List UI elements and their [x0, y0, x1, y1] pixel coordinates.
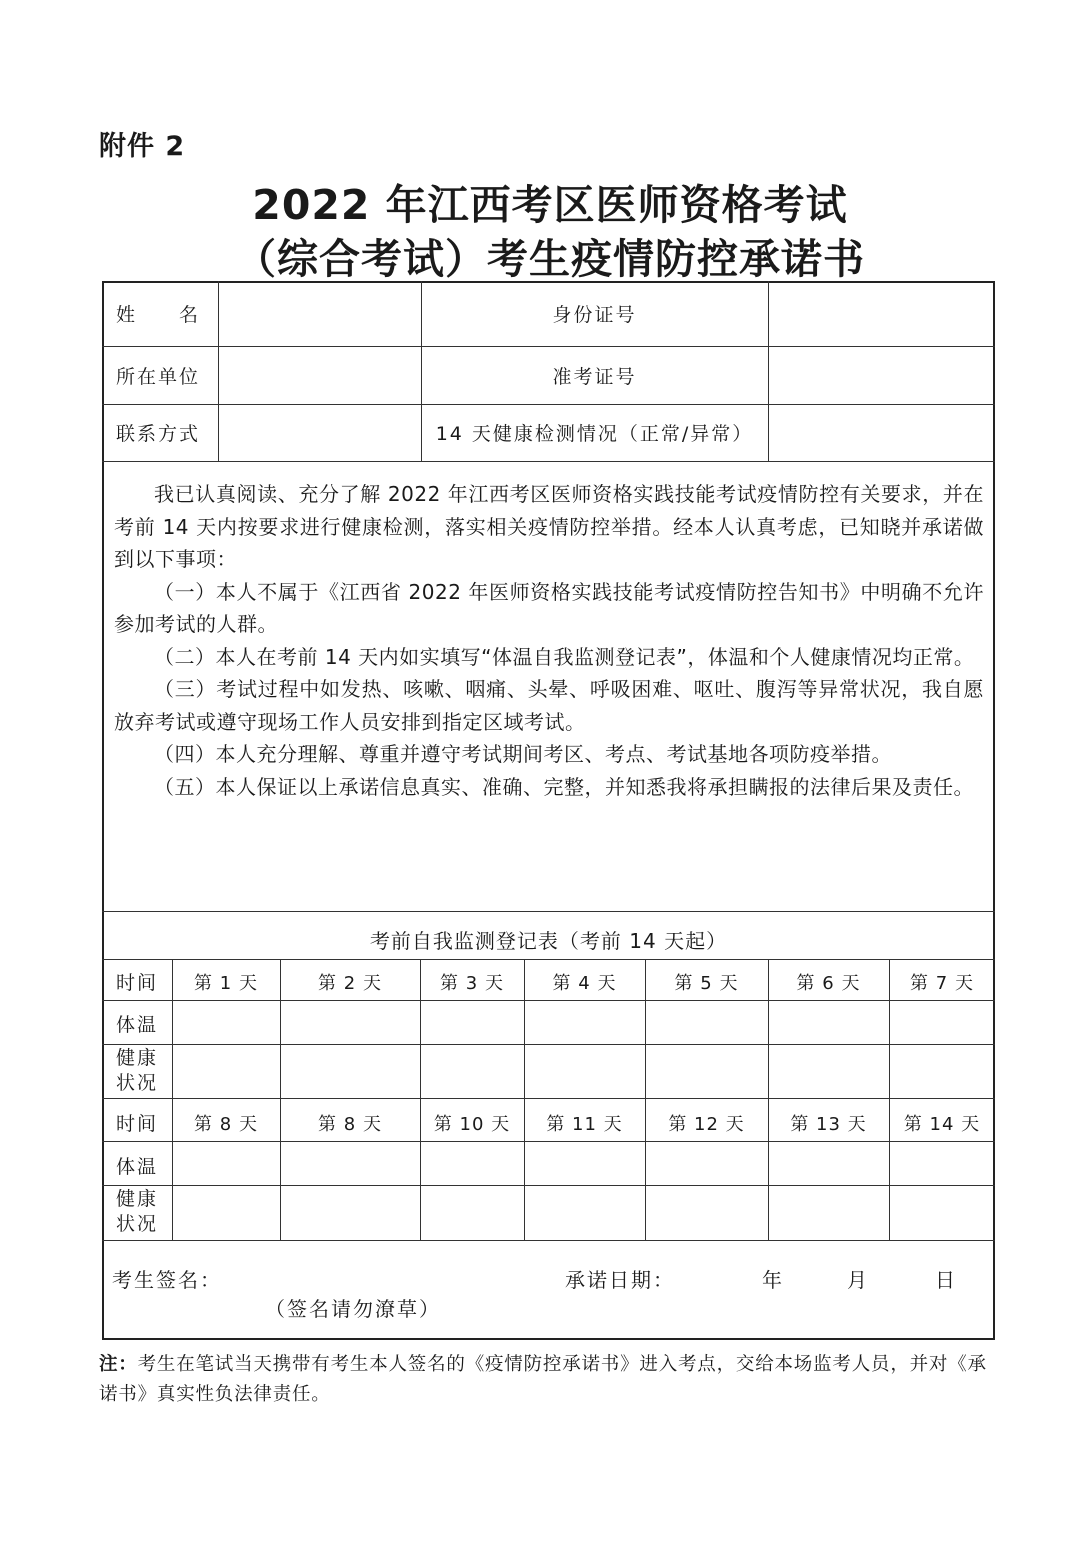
document-title-line1: 2022 年江西考区医师资格考试 — [252, 181, 848, 229]
register-title: 考前自我监测登记表（考前 14 天起） — [369, 929, 728, 953]
day-label: 第 1 天 — [194, 973, 258, 994]
signature-hint: （签名请勿潦草） — [265, 1297, 441, 1321]
divider — [102, 1240, 995, 1241]
health-label-line1: 健康 — [116, 1188, 159, 1210]
month-label: 月 — [847, 1268, 869, 1292]
note-prefix: 注： — [99, 1354, 138, 1375]
document-title-line2: （综合考试）考生疫情防控承诺书 — [235, 235, 865, 283]
health-status-label — [116, 1046, 158, 1096]
divider — [524, 959, 525, 1240]
day-label: 第 4 天 — [552, 973, 617, 994]
divider — [768, 281, 769, 461]
divider — [218, 281, 219, 461]
health-check-field[interactable] — [770, 406, 993, 460]
day-label: 第 11 天 — [546, 1114, 623, 1135]
contact-label: 联系方式 — [116, 423, 201, 445]
divider — [102, 1000, 995, 1001]
time-label: 时间 — [116, 1113, 159, 1135]
contact-field[interactable] — [220, 406, 420, 460]
temperature-label: 体温 — [116, 1014, 159, 1036]
divider — [102, 959, 995, 960]
footnote — [99, 1350, 1004, 1410]
name-field[interactable] — [220, 283, 420, 345]
pledge-item-4: （四）本人充分理解、尊重并遵守考试期间考区、考点、考试基地各项防疫举措。 — [154, 742, 892, 766]
temperature-label: 体温 — [116, 1156, 159, 1178]
pledge-item-2: （二）本人在考前 14 天内如实填写“体温自我监测登记表”，体温和个人健康情况均正常。 — [154, 644, 975, 669]
divider — [102, 404, 995, 405]
divider — [768, 959, 769, 1240]
health-label-line1: 健康 — [116, 1047, 159, 1069]
pledge-item-3: （三）考试过程中如发热、咳嗽、咽痛、头晕、呼吸困难、呕吐、腹泻等异常状况，我自愿放弃考试或遵守现场工作人员安排到指定区域考试。 — [114, 677, 984, 734]
divider — [102, 1044, 995, 1045]
day-label: 第 6 天 — [796, 973, 861, 994]
divider — [102, 1185, 995, 1186]
day-label: 第 10 天 — [433, 1114, 511, 1135]
unit-label: 所在单位 — [116, 366, 201, 388]
day-label: 第 14 天 — [903, 1114, 981, 1135]
id-number-field[interactable] — [770, 283, 993, 345]
pledge-item-5: （五）本人保证以上承诺信息真实、准确、完整，并知悉我将承担瞒报的法律后果及责任。 — [154, 774, 974, 799]
day-unit-label: 日 — [935, 1268, 957, 1292]
divider — [102, 1141, 995, 1142]
divider — [645, 959, 646, 1240]
divider — [280, 959, 281, 1240]
divider — [102, 461, 995, 462]
divider — [102, 346, 995, 347]
health-check-label: 14 天健康检测情况（正常/异常） — [435, 423, 754, 445]
divider — [172, 959, 173, 1240]
unit-field[interactable] — [220, 348, 420, 403]
health-label-line2: 状况 — [116, 1072, 159, 1094]
day-label: 第 12 天 — [668, 1114, 745, 1135]
divider — [420, 959, 421, 1240]
time-label: 时间 — [116, 972, 159, 994]
signature-label: 考生签名： — [112, 1268, 222, 1292]
attachment-label: 附件 2 — [99, 131, 186, 162]
pledge-text — [114, 478, 984, 803]
name-label: 姓 名 — [116, 304, 201, 326]
year-label: 年 — [762, 1268, 784, 1292]
pledge-item-1: （一）本人不属于《江西省 2022 年医师资格实践技能考试疫情防控告知书》中明确不允许参加考试的人群。 — [114, 579, 984, 636]
exam-number-label: 准考证号 — [552, 366, 637, 388]
divider — [889, 959, 890, 1240]
day-label: 第 8 天 — [318, 1114, 382, 1135]
day-label: 第 5 天 — [674, 973, 739, 994]
day-label: 第 3 天 — [440, 973, 504, 994]
id-number-label: 身份证号 — [552, 304, 637, 326]
health-label-line2: 状况 — [116, 1213, 159, 1235]
day-label: 第 8 天 — [194, 1114, 258, 1135]
health-status-label — [116, 1187, 158, 1237]
exam-number-field[interactable] — [770, 348, 993, 403]
pledge-intro: 我已认真阅读、充分了解 2022 年江西考区医师资格实践技能考试疫情防控有关要求，并在考前 14 天内按要求进行健康检测，落实相关疫情防控举措。经本人认真考虑，已知晓并承诺做到以下事项： — [114, 482, 984, 571]
day-label: 第 13 天 — [790, 1114, 867, 1135]
note-text: 考生在笔试当天携带有考生本人签名的《疫情防控承诺书》进入考点，交给本场监考人员，并对《承诺书》真实性负法律责任。 — [99, 1354, 987, 1405]
divider — [102, 1098, 995, 1099]
pledge-date-label: 承诺日期： — [565, 1268, 675, 1292]
day-label: 第 7 天 — [910, 973, 974, 994]
divider — [102, 911, 995, 912]
day-label: 第 2 天 — [318, 973, 382, 994]
